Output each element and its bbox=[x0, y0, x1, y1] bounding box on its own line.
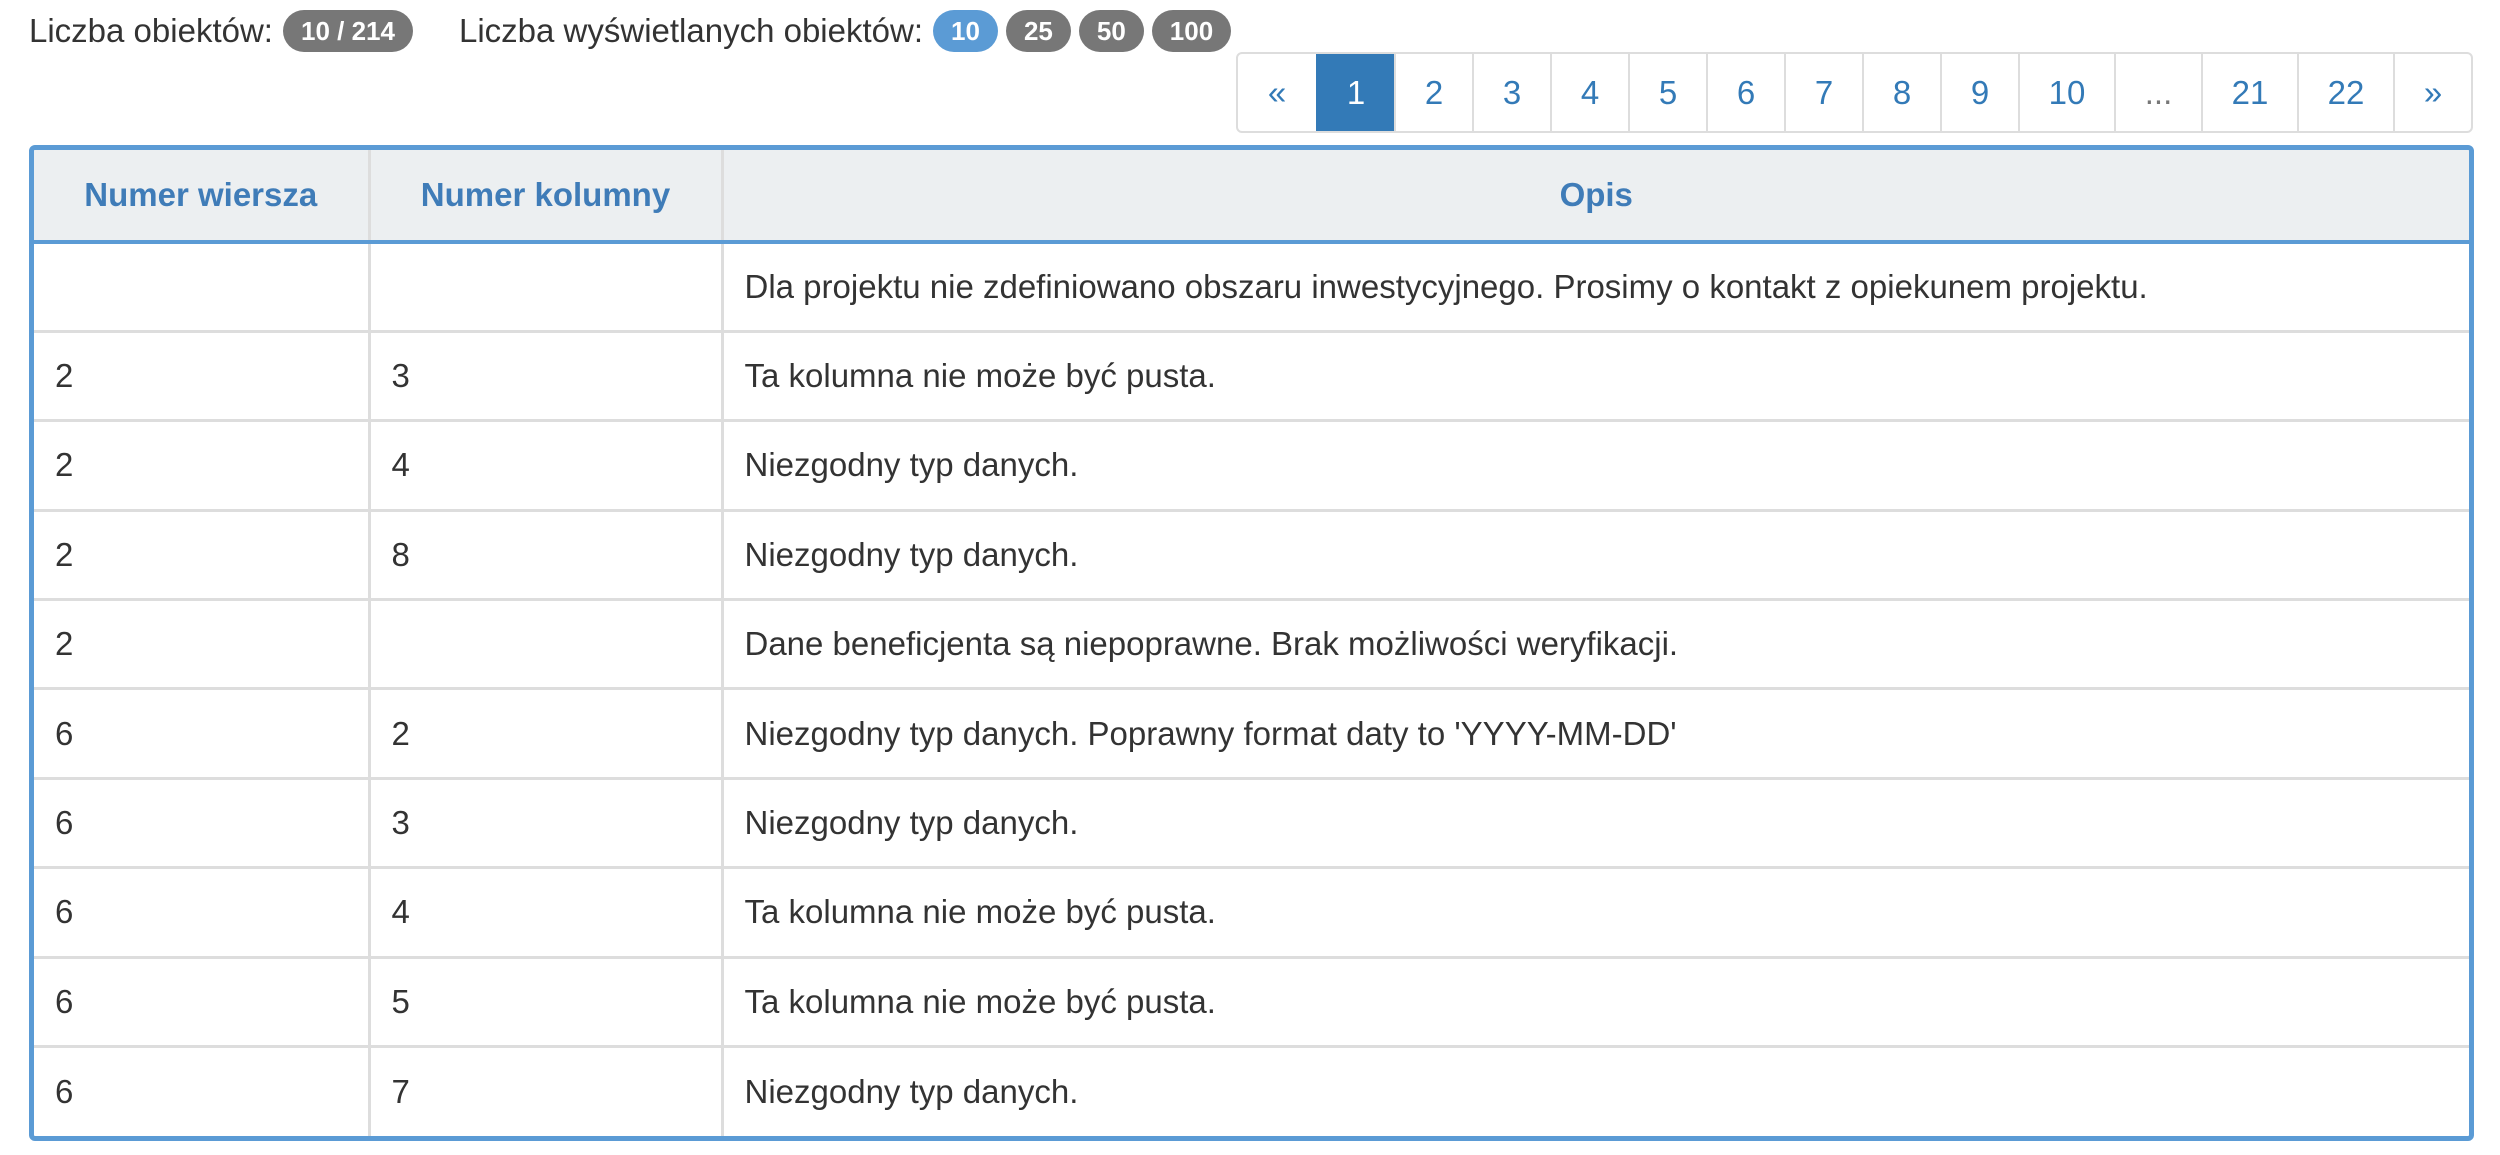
cell-row-number: 6 bbox=[34, 689, 369, 778]
cell-row-number bbox=[34, 242, 369, 331]
pagination-page-7[interactable]: 7 bbox=[1784, 54, 1862, 131]
cell-row-number: 6 bbox=[34, 868, 369, 957]
pagination-prev-button[interactable]: « bbox=[1267, 73, 1287, 111]
table-row bbox=[34, 778, 2469, 867]
pagination-page-10[interactable]: 10 bbox=[2018, 54, 2114, 131]
per-page-option-100[interactable]: 100 bbox=[1152, 10, 1231, 52]
per-page-option-25[interactable]: 25 bbox=[1006, 10, 1071, 52]
cell-column-number: 3 bbox=[369, 778, 722, 867]
cell-description: Dla projektu nie zdefiniowano obszaru inwestycyjnego. Prosimy o kontakt z opiekunem projektu. bbox=[722, 242, 2469, 331]
cell-column-number bbox=[369, 242, 722, 331]
cell-row-number: 2 bbox=[34, 331, 369, 420]
cell-description: Niezgodny typ danych. bbox=[744, 1073, 1079, 1110]
cell-description: Ta kolumna nie może być pusta. bbox=[722, 868, 2469, 957]
cell-column-number bbox=[369, 600, 722, 689]
cell-column-number: 4 bbox=[369, 868, 722, 957]
cell-description: Niezgodny typ danych. Poprawny format daty to 'YYYY-MM-DD' bbox=[722, 689, 2469, 778]
cell-column-number: 7 bbox=[369, 1047, 722, 1136]
table-row bbox=[34, 1047, 2469, 1136]
cell-description: Dane beneficjenta są niepoprawne. Brak możliwości weryfikacji. bbox=[722, 600, 2469, 689]
per-page-selector bbox=[933, 10, 1231, 52]
validation-errors-table bbox=[29, 145, 2474, 1141]
pagination bbox=[1236, 52, 2473, 133]
objects-count-label: Liczba obiektów: bbox=[29, 12, 273, 49]
pagination-page-5[interactable]: 5 bbox=[1628, 54, 1706, 131]
pagination-page-6[interactable]: 6 bbox=[1706, 54, 1784, 131]
pagination-page-2[interactable]: 2 bbox=[1394, 54, 1472, 131]
cell-description: Niezgodny typ danych. bbox=[722, 778, 2469, 867]
cell-description: Ta kolumna nie może być pusta. bbox=[722, 957, 2469, 1046]
table-row bbox=[34, 957, 2469, 1046]
cell-description: Niezgodny typ danych. bbox=[722, 510, 2469, 599]
cell-column-number: 3 bbox=[369, 331, 722, 420]
pagination-page-21[interactable]: 21 bbox=[2201, 54, 2297, 131]
pagination-page-9[interactable]: 9 bbox=[1940, 54, 2018, 131]
per-page-option-10[interactable]: 10 bbox=[933, 10, 998, 52]
cell-row-number: 2 bbox=[34, 600, 369, 689]
per-page-label: Liczba wyświetlanych obiektów: bbox=[458, 12, 924, 49]
cell-row-number: 6 bbox=[34, 778, 369, 867]
pagination-page-8[interactable]: 8 bbox=[1862, 54, 1940, 131]
cell-column-number: 8 bbox=[369, 510, 722, 599]
pagination-page-22[interactable]: 22 bbox=[2297, 54, 2393, 131]
cell-row-number: 2 bbox=[34, 421, 369, 510]
table-header-row bbox=[34, 150, 2469, 242]
cell-row-number: 6 bbox=[34, 1047, 369, 1136]
pagination-ellipsis: ... bbox=[2114, 54, 2201, 131]
table-row bbox=[34, 510, 2469, 599]
table-row bbox=[34, 331, 2469, 420]
cell-column-number: 2 bbox=[369, 689, 722, 778]
cell-description: Niezgodny typ danych. bbox=[722, 421, 2469, 510]
pagination-page-3[interactable]: 3 bbox=[1472, 54, 1550, 131]
table-row bbox=[34, 421, 2469, 510]
pagination-page-4[interactable]: 4 bbox=[1550, 54, 1628, 131]
cell-row-number: 2 bbox=[34, 510, 369, 599]
table-row bbox=[34, 242, 2469, 331]
per-page-option-50[interactable]: 50 bbox=[1079, 10, 1144, 52]
table-row bbox=[34, 600, 2469, 689]
column-header-row-number[interactable]: Numer wiersza bbox=[34, 150, 369, 242]
column-header-column-number[interactable]: Numer kolumny bbox=[369, 150, 722, 242]
cell-column-number: 4 bbox=[369, 421, 722, 510]
table-row bbox=[34, 689, 2469, 778]
column-header-description[interactable]: Opis bbox=[722, 150, 2469, 242]
table-row bbox=[34, 868, 2469, 957]
objects-count-badge: 10 / 214 bbox=[283, 10, 413, 52]
pagination-page-1[interactable]: 1 bbox=[1316, 54, 1394, 131]
results-info-bar bbox=[29, 8, 1231, 54]
cell-column-number: 5 bbox=[369, 957, 722, 1046]
cell-description: Ta kolumna nie może być pusta. bbox=[722, 331, 2469, 420]
pagination-next-button[interactable]: » bbox=[2393, 54, 2471, 131]
cell-row-number: 6 bbox=[34, 957, 369, 1046]
